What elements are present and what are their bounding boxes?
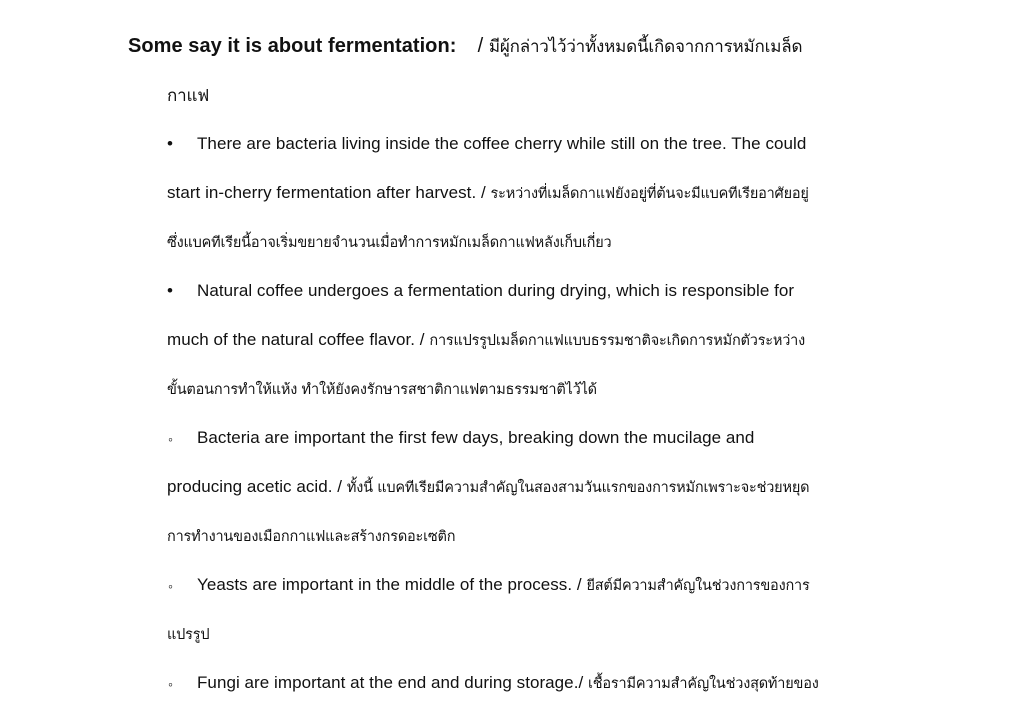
bullet-1-line-2	[167, 183, 809, 204]
sub-bullet-2-line-2	[167, 624, 209, 645]
sub-bullet-2-line-1-en: Yeasts are important in the middle of the process. /	[197, 575, 582, 594]
sub-bullet-circle: ◦	[168, 578, 173, 594]
sub-bullet-1-line-1: Bacteria are important the first few days, breaking down the mucilage and	[197, 428, 755, 447]
heading-title: Some say it is about fermentation:	[128, 35, 457, 57]
heading-line-1	[128, 34, 802, 59]
bullet-2-line-2-th: การแปรรูปเมล็ดกาแฟแบบธรรมชาติจะเกิดการหมักตัวระหว่าง	[429, 333, 806, 349]
sub-bullet-2-line-2-th: แปรรูป	[167, 627, 210, 643]
heading-thai-line-2: กาแฟ	[167, 86, 210, 106]
bullet-dot: •	[167, 281, 173, 300]
bullet-1-line-3-th: ซึ่งแบคทีเรียนี้อาจเริ่มขยายจำนวนเมื่อทำการหมักเมล็ดกาแฟหลังเก็บเกี่ยว	[167, 235, 612, 251]
sub-bullet-circle: ◦	[168, 676, 173, 692]
heading-thai-line-1: มีผู้กล่าวไว้ว่าทั้งหมดนี้เกิดจากการหมักเมล็ด	[488, 37, 803, 57]
sub-bullet-1-line-3	[167, 526, 455, 547]
sub-bullet-1-line-2-th: ทั้งนี้ แบคทีเรียมีความสำคัญในสองสามวันแรกของการหมักเพราะจะช่วยหยุด	[346, 480, 810, 496]
bullet-1-line-1: There are bacteria living inside the coffee cherry while still on the tree. The could	[197, 134, 807, 153]
bullet-2-line-2	[167, 330, 805, 351]
sub-bullet-circle: ◦	[168, 431, 173, 447]
sub-bullet-2-line-1	[197, 575, 810, 596]
bullet-2-line-1: Natural coffee undergoes a fermentation during drying, which is responsible for	[197, 281, 795, 300]
sub-bullet-3-line-1-en: Fungi are important at the end and during storage./	[197, 673, 584, 692]
sub-bullet-2-line-1-th: ยีสต์มีความสำคัญในช่วงการของการ	[586, 578, 810, 594]
sub-bullet-1-line-2-en: producing acetic acid. /	[167, 477, 343, 496]
bullet-2-line-3	[167, 379, 597, 400]
sub-bullet-3-line-1-th: เชื้อรามีความสำคัญในช่วงสุดท้ายของ	[588, 676, 819, 692]
heading-slash: /	[477, 35, 484, 57]
bullet-1-line-2-th: ระหว่างที่เมล็ดกาแฟยังอยู่ที่ต้นจะมีแบคทีเรียอาศัยอยู่	[490, 186, 809, 202]
sub-bullet-3-line-1	[197, 673, 819, 694]
sub-bullet-1-line-3-th: การทำงานของเมือกกาแฟและสร้างกรดอะเซติก	[167, 529, 456, 545]
bullet-1-line-3	[167, 232, 612, 253]
bullet-1-line-2-en: start in-cherry fermentation after harvest. /	[167, 183, 486, 202]
bullet-2-line-3-th: ขั้นตอนการทำให้แห้ง ทำให้ยังคงรักษารสชาติกาแฟตามธรรมชาติไว้ได้	[167, 382, 597, 398]
heading-line-2	[167, 83, 209, 108]
bullet-dot: •	[167, 134, 173, 153]
bullet-2-line-2-en: much of the natural coffee flavor. /	[167, 330, 425, 349]
sub-bullet-1-line-2	[167, 477, 809, 498]
